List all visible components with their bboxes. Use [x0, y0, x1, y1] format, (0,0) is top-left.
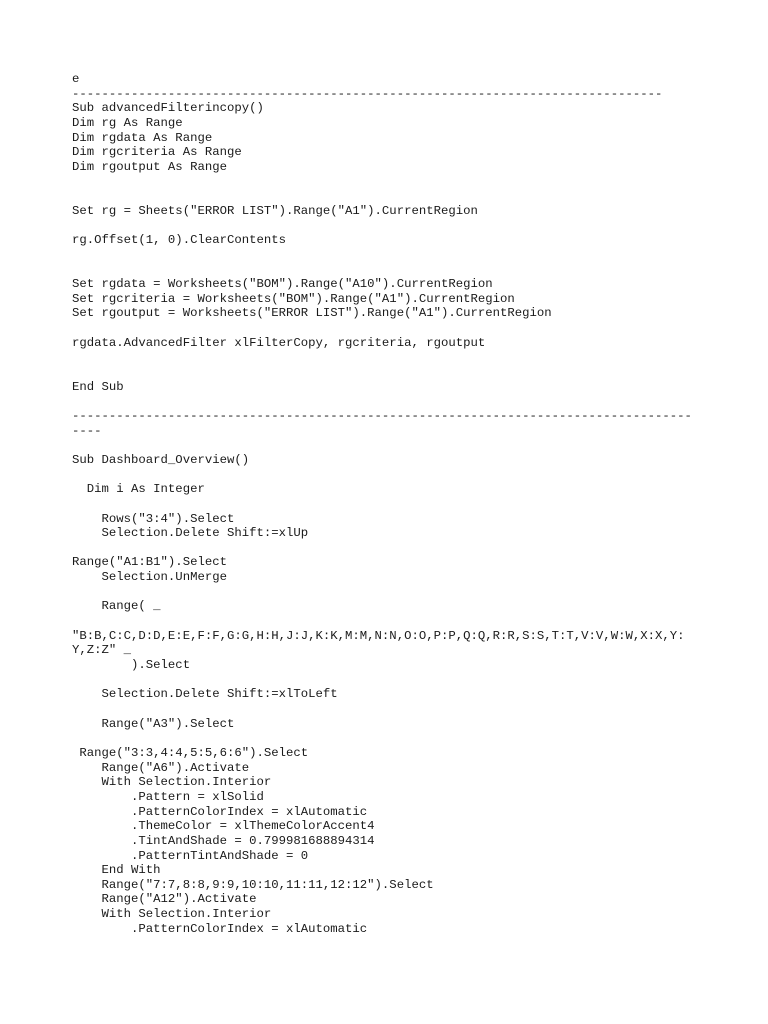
code-line: Set rgoutput = Worksheets("ERROR LIST").Range("A1").CurrentRegion — [72, 306, 552, 321]
code-line: -------------------------------------------------------------------------------- — [72, 86, 663, 101]
code-line: Range("A3").Select — [72, 716, 235, 731]
code-line: Range("7:7,8:8,9:9,10:10,11:11,12:12").Select — [72, 877, 434, 892]
code-line — [72, 614, 712, 629]
code-line: With Selection.Interior — [72, 907, 272, 922]
code-line: Selection.Delete Shift:=xlUp — [72, 526, 309, 541]
code-line — [72, 365, 712, 380]
code-line — [72, 219, 712, 234]
code-line: End Sub — [72, 379, 124, 394]
code-line — [72, 702, 712, 717]
code-line: Dim rgcriteria As Range — [72, 145, 242, 160]
code-line: Dim rg As Range — [72, 115, 183, 130]
code-line: Set rg = Sheets("ERROR LIST").Range("A1").CurrentRegion — [72, 203, 478, 218]
code-line: Range("A1:B1").Select — [72, 555, 227, 570]
code-line: Dim rgdata As Range — [72, 130, 213, 145]
code-line: rgdata.AdvancedFilter xlFilterCopy, rgcriteria, rgoutput — [72, 335, 486, 350]
code-line: Y,Z:Z" _ — [72, 643, 132, 658]
code-line — [72, 248, 712, 263]
code-line: Sub Dashboard_Overview() — [72, 452, 250, 467]
code-line: ------------------------------------------------------------------------------------ — [72, 408, 692, 423]
code-line — [72, 497, 712, 512]
code-line: Set rgdata = Worksheets("BOM").Range("A10").CurrentRegion — [72, 277, 493, 292]
code-line: .TintAndShade = 0.799981688894314 — [72, 833, 375, 848]
code-line: .PatternTintAndShade = 0 — [72, 848, 309, 863]
code-line: .PatternColorIndex = xlAutomatic — [72, 921, 368, 936]
code-line — [72, 673, 712, 688]
code-line: "B:B,C:C,D:D,E:E,F:F,G:G,H:H,J:J,K:K,M:M,N:N,O:O,P:P,Q:Q,R:R,S:S,T:T,V:V,W:W,X:X,Y: — [72, 628, 685, 643]
code-line: Range("3:3,4:4,5:5,6:6").Select — [72, 745, 309, 760]
code-line — [72, 189, 712, 204]
code-line: Dim i As Integer — [72, 482, 205, 497]
code-line: Sub advancedFilterincopy() — [72, 101, 264, 116]
code-line: Rows("3:4").Select — [72, 511, 235, 526]
code-line — [72, 262, 712, 277]
code-line — [72, 394, 712, 409]
code-line: .Pattern = xlSolid — [72, 789, 264, 804]
code-line: Selection.UnMerge — [72, 570, 227, 585]
code-line: End With — [72, 863, 161, 878]
code-line — [72, 541, 712, 556]
code-line: Range("A6").Activate — [72, 760, 250, 775]
code-line: .PatternColorIndex = xlAutomatic — [72, 804, 368, 819]
code-line: With Selection.Interior — [72, 775, 272, 790]
code-line: Range("A12").Activate — [72, 892, 257, 907]
code-line: Range( _ — [72, 599, 161, 614]
code-line: rg.Offset(1, 0).ClearContents — [72, 233, 287, 248]
code-line — [72, 175, 712, 190]
code-block — [72, 72, 712, 936]
code-line: Selection.Delete Shift:=xlToLeft — [72, 687, 338, 702]
code-line: Dim rgoutput As Range — [72, 159, 227, 174]
code-line: ).Select — [72, 658, 191, 673]
code-line: .ThemeColor = xlThemeColorAccent4 — [72, 819, 375, 834]
code-line: ---- — [72, 423, 102, 438]
code-line — [72, 585, 712, 600]
code-line: Set rgcriteria = Worksheets("BOM").Range("A1").CurrentRegion — [72, 291, 515, 306]
code-line: e — [72, 72, 80, 86]
code-line — [72, 350, 712, 365]
code-line — [72, 468, 712, 483]
code-line — [72, 321, 712, 336]
code-line — [72, 731, 712, 746]
code-line — [72, 438, 712, 453]
